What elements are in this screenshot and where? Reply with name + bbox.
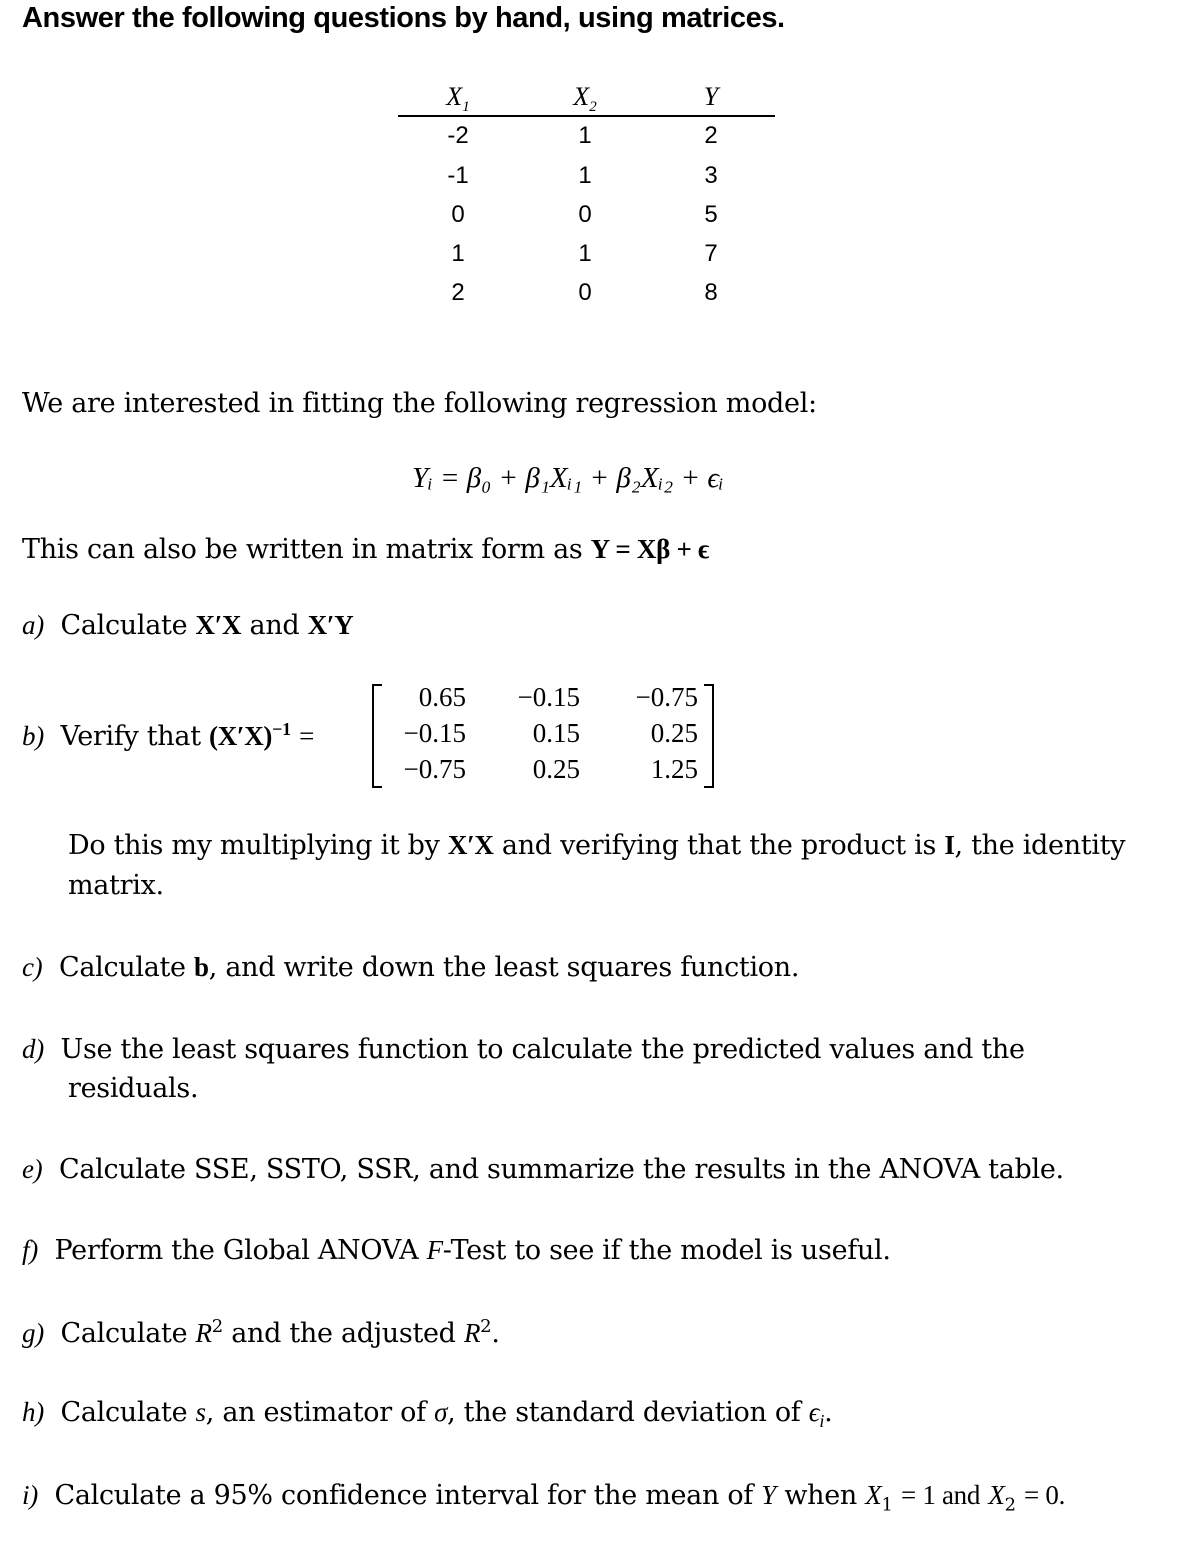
intro-text: We are interested in fitting the following regression model: bbox=[22, 388, 817, 419]
page-title: Answer the following questions by hand, using matrices. bbox=[22, 2, 785, 34]
table-cell: 2 bbox=[704, 122, 718, 149]
table-cell: 0 bbox=[578, 279, 592, 306]
table-cell: 1 bbox=[451, 240, 465, 267]
header-x1: $X_1$ bbox=[446, 82, 470, 116]
table-cell: 0 bbox=[451, 201, 465, 228]
table-cell: -2 bbox=[447, 122, 469, 149]
part-h: h) Calculate s, an estimator of σ, the standard deviation of $\epsilon_i$. bbox=[22, 1397, 833, 1432]
part-c: c) Calculate b, and write down the least squares function. bbox=[22, 952, 800, 983]
table-cell: 0 bbox=[578, 201, 592, 228]
matrix-cell: 0.25 bbox=[650, 718, 698, 748]
part-b-note-line2: matrix. bbox=[68, 870, 164, 901]
part-b: b) Verify that $(X'X)^{-1}$ = bbox=[22, 719, 315, 752]
part-i: i) Calculate a 95% confidence interval for the mean of Y when $X_1 = 1$ and $X_2 = 0$. bbox=[22, 1480, 1066, 1516]
table-cell: 5 bbox=[704, 201, 718, 228]
table-rule bbox=[398, 115, 775, 117]
table-cell: 2 bbox=[451, 279, 465, 306]
table-cell: 1 bbox=[578, 240, 592, 267]
matrix-cell: 0.15 bbox=[532, 718, 580, 748]
matrix-cell: −0.75 bbox=[403, 754, 466, 784]
matrix-form-equation: Y = Xβ + ϵ bbox=[590, 534, 710, 564]
matrix-cell: 1.25 bbox=[650, 754, 698, 784]
header-y: Y bbox=[703, 82, 719, 111]
header-x2: $X_2$ bbox=[573, 82, 597, 116]
model-equation: Yᵢ = β₀ + β₁Xᵢ₁ + β₂Xᵢ₂ + ϵᵢ bbox=[412, 462, 724, 494]
table-cell: 7 bbox=[704, 240, 718, 267]
table-cell: 3 bbox=[704, 162, 718, 189]
matrix-cell: 0.65 bbox=[418, 682, 466, 712]
matrix-cell: −0.15 bbox=[403, 718, 466, 748]
matrix-cell: 0.25 bbox=[532, 754, 580, 784]
part-d-line1: d) Use the least squares function to calculate the predicted values and the bbox=[22, 1034, 1025, 1065]
part-g: g) Calculate $R^2$ and the adjusted $R^2$. bbox=[22, 1316, 500, 1349]
inverse-matrix bbox=[372, 680, 714, 788]
table-cell: -1 bbox=[447, 162, 469, 189]
matrix-cell: −0.15 bbox=[517, 682, 580, 712]
matrix-form-line: This can also be written in matrix form as Y = Xβ + ϵ bbox=[22, 534, 710, 565]
matrix-right-bracket bbox=[704, 684, 714, 788]
part-e: e) Calculate SSE, SSTO, SSR, and summarize the results in the ANOVA table. bbox=[22, 1154, 1064, 1185]
part-a: a) Calculate X′X and X′Y bbox=[22, 610, 354, 641]
table-cell: 1 bbox=[578, 122, 592, 149]
matrix-cell: −0.75 bbox=[635, 682, 698, 712]
table-cell: 1 bbox=[578, 162, 592, 189]
part-f: f) Perform the Global ANOVA F-Test to see if the model is useful. bbox=[22, 1235, 891, 1266]
part-d-line2: residuals. bbox=[68, 1073, 199, 1104]
table-cell: 8 bbox=[704, 279, 718, 306]
part-b-note-line1: Do this my multiplying it by X′X and verifying that the product is I, the identity bbox=[68, 830, 1126, 861]
